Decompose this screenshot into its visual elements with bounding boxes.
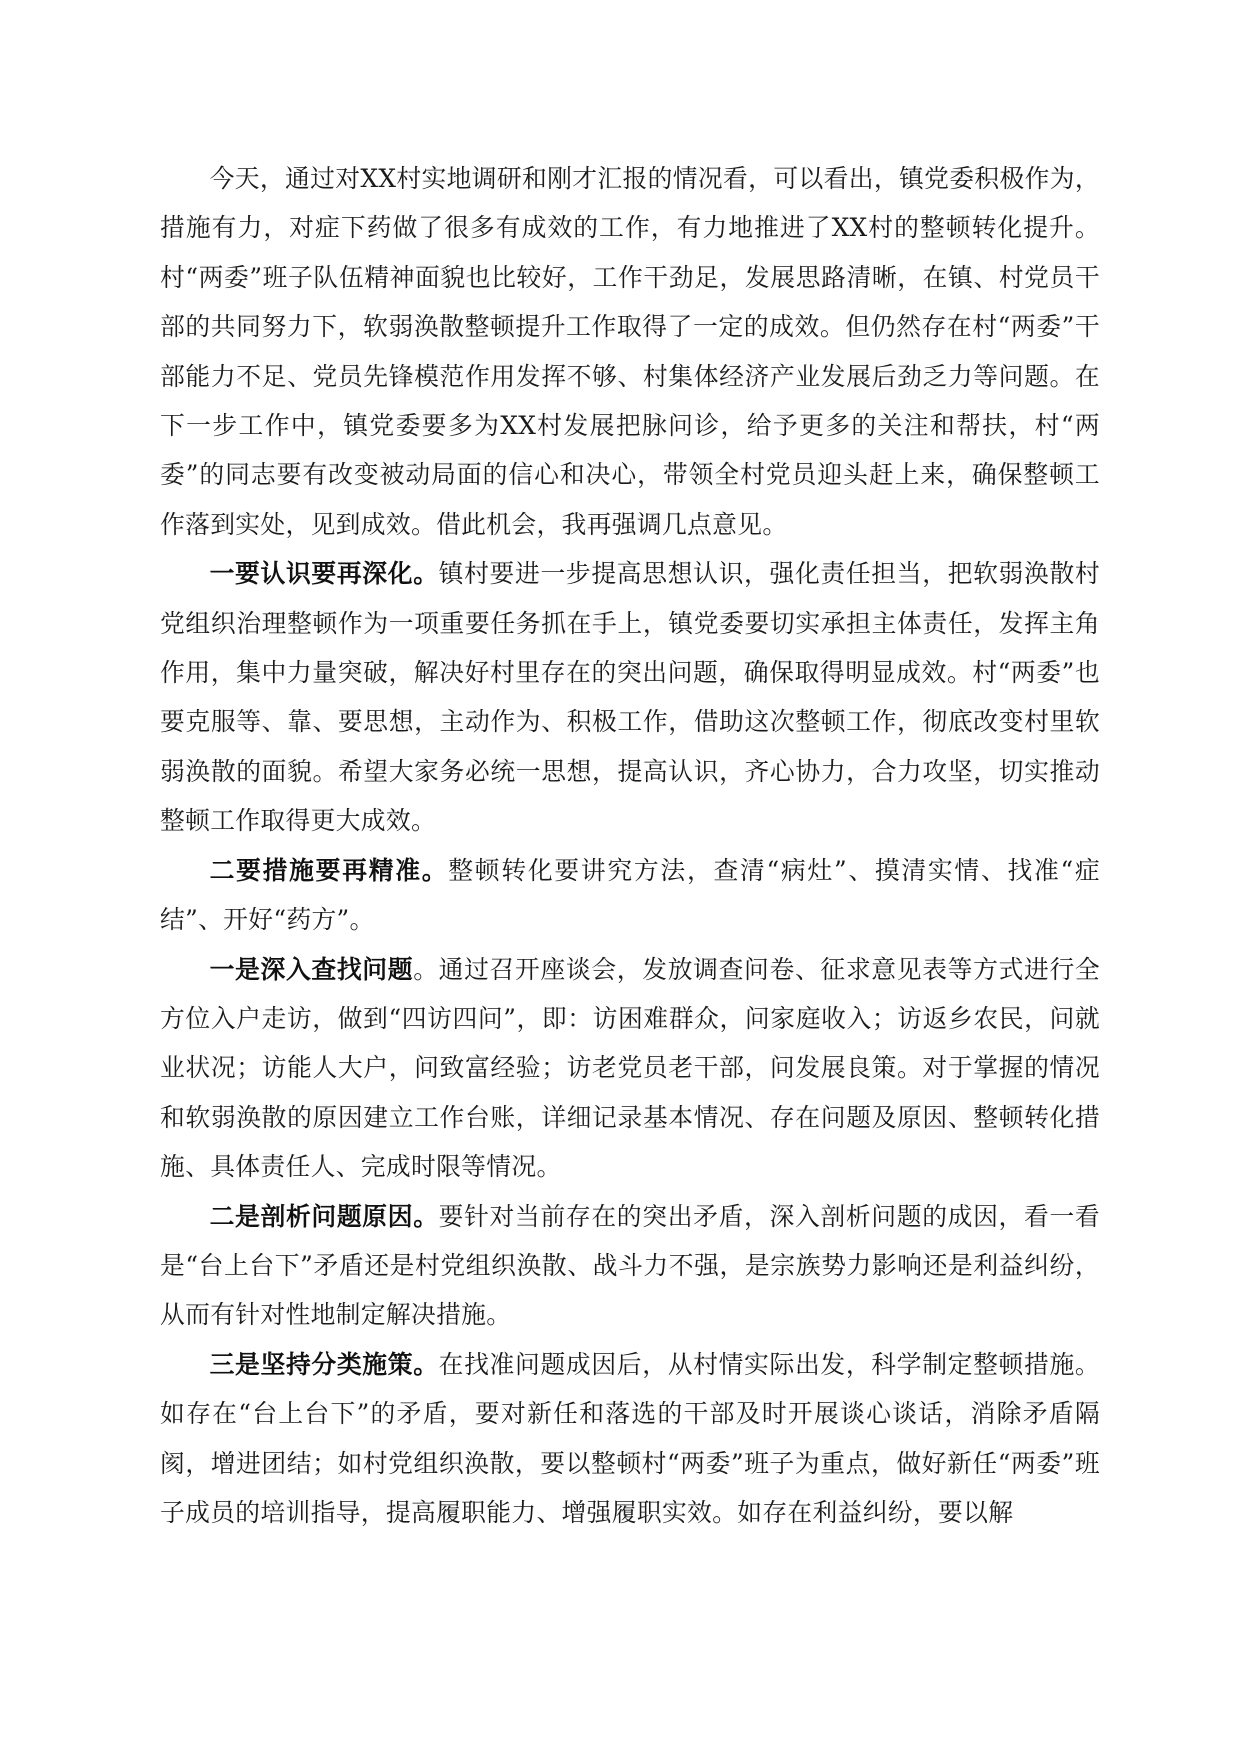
paragraph-text: 整顿转化要讲究方法，查清“病灶”、摸清实情、找准“症结”、开好“药方”。 xyxy=(160,855,1101,935)
paragraph-subpoint-2 xyxy=(160,1192,1100,1340)
paragraph-text: 要针对当前存在的突出矛盾，深入剖析问题的成因，看一看是“台上台下”矛盾还是村党组织涣散、战斗力不强，是宗族势力影响还是利益纠纷，从而有针对性地制定解决措施。 xyxy=(160,1201,1101,1330)
paragraph-lead: 一是深入查找问题 xyxy=(209,954,414,984)
paragraph-intro xyxy=(160,154,1100,549)
document-body xyxy=(160,154,1100,1537)
paragraph-subpoint-3 xyxy=(160,1340,1100,1538)
paragraph-lead: 二是剖析问题原因。 xyxy=(209,1201,439,1231)
paragraph-point-2 xyxy=(160,846,1100,945)
paragraph-text: 今天，通过对XX村实地调研和刚才汇报的情况看，可以看出，镇党委积极作为，措施有力，对症下药做了很多有成效的工作，有力地推进了XX村的整顿转化提升。村“两委”班子队伍精神面貌也比较好，工作干劲足，发展思路清晰，在镇、村党员干部的共同努力下，软弱涣散整顿提升工作取得了一定的成效。但仍然存在村“两委”干部能力不足、党员先锋模范作用发挥不够、村集体经济产业发展后劲乏力等问题。在下一步工作中，镇党委要多为XX村发展把脉问诊，给予更多的关注和帮扶，村“两委”的同志要有改变被动局面的信心和决心，带领全村党员迎头赶上来，确保整顿工作落到实处，见到成效。借此机会，我再强调几点意见。 xyxy=(160,164,1100,539)
paragraph-text: 。通过召开座谈会，发放调查问卷、征求意见表等方式进行全方位入户走访，做到“四访四问”，即：访困难群众，问家庭收入；访返乡农民，问就业状况；访能人大户，问致富经验；访老党员老干部，问发展良策。对于掌握的情况和软弱涣散的原因建立工作台账，详细记录基本情况、存在问题及原因、整顿转化措施、具体责任人、完成时限等情况。 xyxy=(160,954,1100,1182)
paragraph-lead: 二要措施要再精准。 xyxy=(209,855,449,885)
paragraph-text: 在找准问题成因后，从村情实际出发，科学制定整顿措施。如存在“台上台下”的矛盾，要对新任和落选的干部及时开展谈心谈话，消除矛盾隔阂，增进团结；如村党组织涣散，要以整顿村“两委”班子为重点，做好新任“两委”班子成员的培训指导，提高履职能力、增强履职实效。如存在利益纠纷，要以解 xyxy=(160,1349,1101,1527)
paragraph-lead: 三是坚持分类施策。 xyxy=(209,1349,439,1379)
paragraph-lead: 一要认识要再深化。 xyxy=(209,559,439,589)
paragraph-subpoint-1 xyxy=(160,945,1100,1192)
paragraph-point-1 xyxy=(160,549,1100,845)
paragraph-text: 镇村要进一步提高思想认识，强化责任担当，把软弱涣散村党组织治理整顿作为一项重要任务抓在手上，镇党委要切实承担主体责任，发挥主角作用，集中力量突破，解决好村里存在的突出问题，确保取得明显成效。村“两委”也要克服等、靠、要思想，主动作为、积极工作，借助这次整顿工作，彻底改变村里软弱涣散的面貌。希望大家务必统一思想，提高认识，齐心协力，合力攻坚，切实推动整顿工作取得更大成效。 xyxy=(160,559,1101,836)
